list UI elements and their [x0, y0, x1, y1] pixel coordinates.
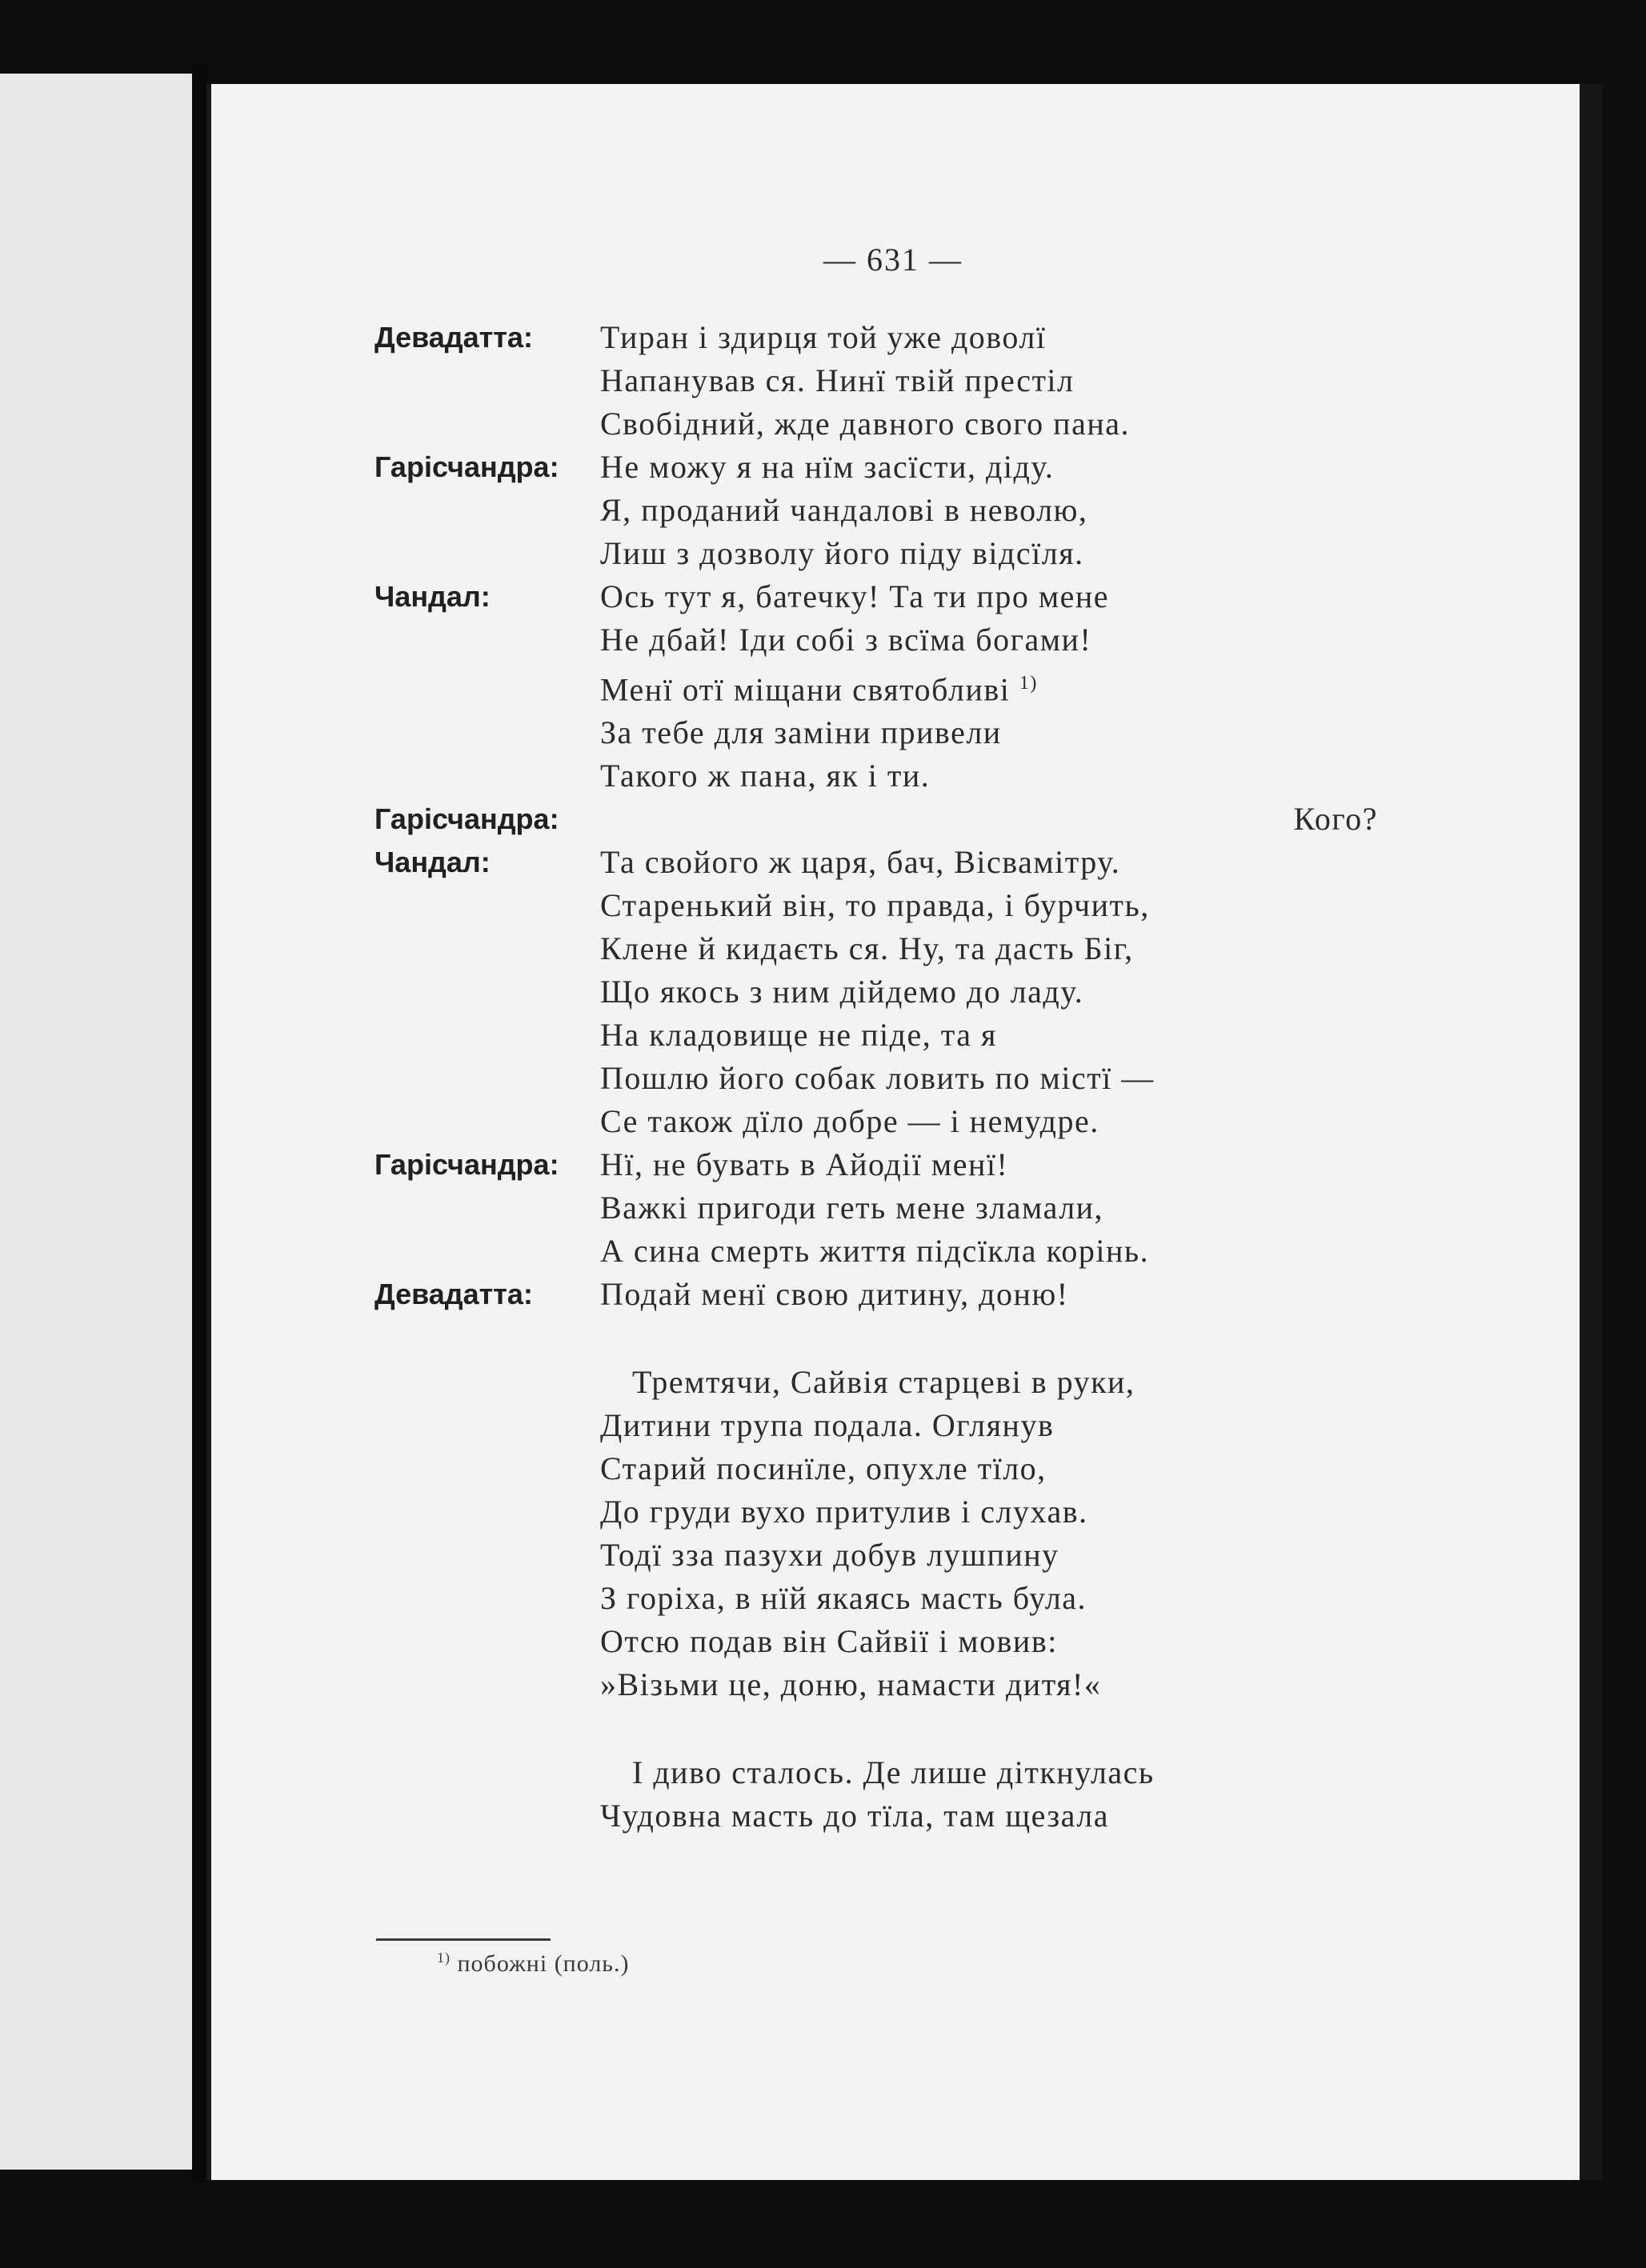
narration-paragraph: [600, 1751, 1415, 1838]
verse-text: А сина смерть життя підсїкла корінь.: [600, 1233, 1150, 1270]
speaker-name: Гарісчандра:: [374, 1148, 559, 1182]
verse-line: [600, 532, 1415, 575]
verse-text: Тиран і здирця той уже доволї: [600, 319, 1047, 355]
narration-paragraph: [600, 1361, 1415, 1706]
verse-text: Такого ж пана, як і ти.: [600, 758, 931, 794]
verse-line: [600, 1186, 1415, 1230]
narration-line: До груди вухо притулив і слухав.: [600, 1494, 1088, 1530]
speech-lines: [600, 841, 1415, 1143]
verse-line: [600, 970, 1415, 1014]
verse-line: [600, 1014, 1415, 1057]
verse-line: [600, 841, 1415, 884]
verse-text: На кладовище не піде, та я: [600, 1017, 997, 1054]
narration: [374, 1361, 1415, 1838]
verse-line: [600, 316, 1415, 359]
verse-line: [600, 754, 1415, 798]
verse-text: Не дбай! Іди собі з всїма богами!: [600, 622, 1092, 658]
verse-line: [600, 446, 1415, 489]
verse-text: Ось тут я, батечку! Та ти про мене: [600, 578, 1110, 614]
text-block: [374, 316, 1415, 1838]
book-page: [206, 84, 1580, 2180]
dialogue-block: [374, 575, 1415, 798]
verse-text: Важкі пригоди геть мене зламали,: [600, 1190, 1104, 1226]
verse-text: Пошлю його собак ловить по містї —: [600, 1060, 1155, 1097]
right-page-edge: [1580, 84, 1602, 2180]
narration-line: З горіха, в нїй якаясь масть була.: [600, 1580, 1087, 1617]
speech-lines: [600, 1273, 1415, 1316]
page-number: — 631 —: [823, 242, 963, 278]
verse-text: Свобідний, жде давного свого пана.: [600, 406, 1130, 442]
verse-line: [600, 489, 1415, 532]
verse-text: Лиш з дозволу його піду відсїля.: [600, 535, 1084, 571]
verse-text: Старенький він, то правда, і бурчить,: [600, 887, 1150, 924]
verse-line: [600, 884, 1415, 927]
verse-text: Я, проданий чандалові в неволю,: [600, 492, 1088, 528]
verse-line: [600, 1143, 1415, 1186]
verse-line: [600, 359, 1415, 402]
left-page-edge: [0, 74, 192, 2170]
footnote-text: побожні (поль.): [457, 1950, 630, 1977]
speaker-name: Чандал:: [374, 846, 491, 879]
speech-lines: [600, 575, 1415, 798]
dialogue: [374, 316, 1415, 1316]
verse-text: Клене й кидаєть ся. Ну, та дасть Біг,: [600, 930, 1134, 967]
speech-lines: [600, 798, 1415, 841]
verse-text: Нї, не бувать в Айодії менї!: [600, 1146, 1009, 1183]
verse-text: Се також дїло добре — і немудре.: [600, 1103, 1099, 1140]
verse-line: [600, 1100, 1415, 1143]
book-gutter: [192, 64, 208, 2184]
verse-text: За тебе для заміни привели: [600, 714, 1002, 751]
narration-line: »Візьми це, доню, намасти дитя!«: [600, 1666, 1102, 1703]
dialogue-block: [374, 1143, 1415, 1273]
narration-line: Тремтячи, Сайвія старцеві в руки,: [632, 1364, 1135, 1401]
verse-text: Менї отї міщани святобливі: [600, 671, 1011, 708]
verse-line: [600, 575, 1415, 618]
verse-text: Не можу я на нїм засїсти, діду.: [600, 449, 1055, 485]
dialogue-block: [374, 841, 1415, 1143]
dialogue-block: [374, 1273, 1415, 1316]
verse-line: [600, 1230, 1415, 1273]
dialogue-block: [374, 798, 1415, 841]
verse-line: [600, 711, 1415, 754]
footnote: [437, 1950, 629, 1978]
dialogue-block: [374, 446, 1415, 575]
verse-line: [600, 798, 1415, 841]
speech-lines: [600, 446, 1415, 575]
speaker-name: Девадатта:: [374, 321, 533, 354]
narration-line: Дитини трупа подала. Оглянув: [600, 1407, 1055, 1444]
speech-lines: [600, 316, 1415, 446]
footnote-reference: 1): [1019, 673, 1038, 694]
verse-text: Та свойого ж царя, бач, Вісвамітру.: [600, 844, 1121, 881]
verse-line: [600, 402, 1415, 446]
footnote-marker: 1): [437, 1950, 451, 1966]
narration-line: Чудовна масть до тїла, там щезала: [600, 1798, 1110, 1834]
narration-line: Старий посинїле, опухле тїло,: [600, 1450, 1047, 1487]
verse-text: Напанував ся. Нинї твій престіл: [600, 362, 1075, 398]
narration-line: І диво сталось. Де лише діткнулась: [632, 1754, 1155, 1791]
narration-line: Отсю подав він Сайвії і мовив:: [600, 1623, 1058, 1660]
verse-line: [600, 662, 1415, 711]
speaker-name: Гарісчандра:: [374, 802, 559, 836]
verse-line: [600, 1057, 1415, 1100]
footnote-rule: [376, 1938, 551, 1941]
verse-line: [600, 618, 1415, 662]
verse-text: Кого?: [1293, 801, 1378, 838]
verse-text: Подай менї свою дитину, доню!: [600, 1276, 1069, 1313]
verse-line: [600, 1273, 1415, 1316]
speaker-name: Гарісчандра:: [374, 450, 559, 483]
verse-line: [600, 927, 1415, 970]
speaker-name: Чандал:: [374, 580, 491, 613]
speech-lines: [600, 1143, 1415, 1273]
speaker-name: Девадатта:: [374, 1278, 533, 1311]
narration-line: Тодї зза пазухи добув лушпину: [600, 1537, 1059, 1574]
dialogue-block: [374, 316, 1415, 446]
verse-text: Що якось з ним дійдемо до ладу.: [600, 974, 1084, 1010]
